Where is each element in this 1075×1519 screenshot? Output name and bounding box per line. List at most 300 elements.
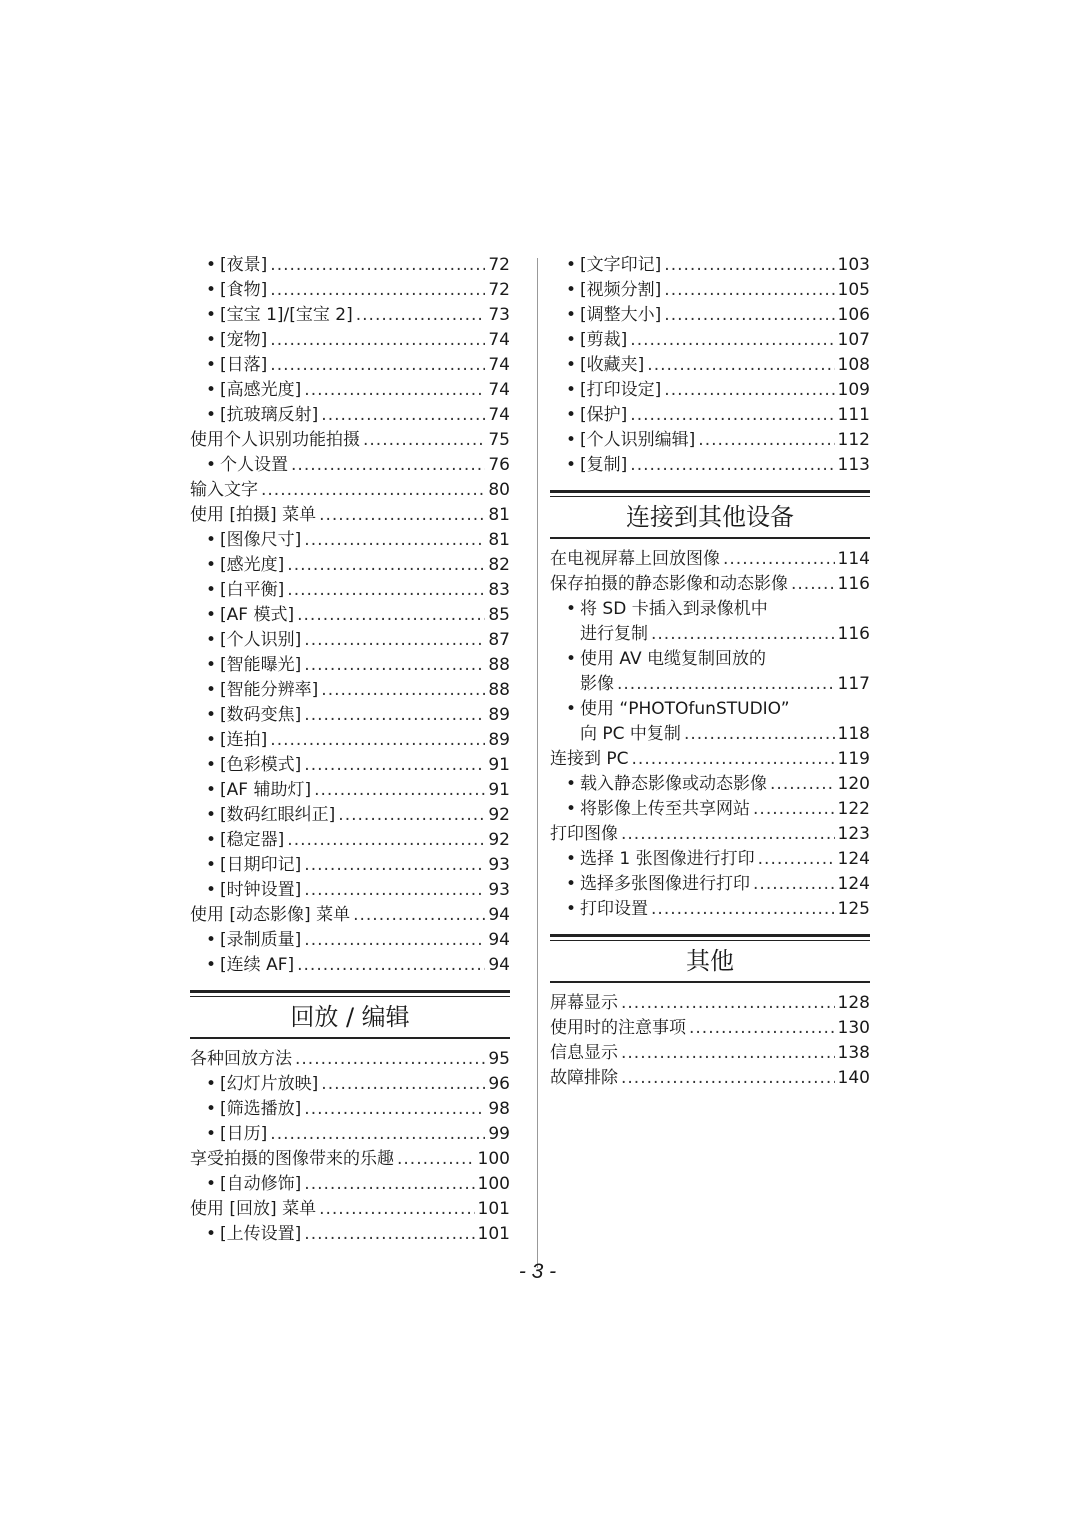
toc-entry[interactable] [550,872,870,897]
toc-entry-text: 使用 [回放] 菜单 [190,1199,317,1219]
dot-leader [270,328,485,353]
toc-entry[interactable] [550,328,870,353]
toc-entry-page: 116 [837,574,870,594]
dot-leader [664,303,834,328]
toc-entry[interactable] [550,1066,870,1091]
toc-entry-text: [收藏夹] [580,355,645,375]
dot-leader [291,453,485,478]
toc-entry-page: 87 [488,630,510,650]
dot-leader [689,1016,835,1041]
bullet-icon: • [206,455,217,475]
toc-entry[interactable] [190,553,510,578]
toc-entry-page: 122 [837,799,870,819]
bullet-icon: • [206,330,217,350]
toc-entry[interactable] [190,703,510,728]
toc-entry[interactable] [550,428,870,453]
dot-leader [321,403,485,428]
toc-entry-page: 138 [837,1043,870,1063]
toc-entry[interactable] [190,1197,510,1222]
dot-leader [304,378,485,403]
toc-entry-label [206,678,318,703]
dot-leader [630,453,834,478]
toc-entry[interactable] [190,1172,510,1197]
toc-entry-text: 使用 AV 电缆复制回放的 [580,649,767,669]
toc-entry-page: 89 [488,730,510,750]
dot-leader [630,328,834,353]
toc-entry-page: 125 [837,899,870,919]
toc-entry[interactable] [190,928,510,953]
toc-entry[interactable] [550,353,870,378]
toc-list-right-b [550,547,870,922]
toc-entry-page: 94 [488,930,510,950]
dot-leader [287,553,485,578]
toc-entry-text: [连拍] [220,730,268,750]
toc-entry-label [580,672,614,697]
toc-entry-label [566,328,627,353]
toc-entry[interactable] [190,378,510,403]
toc-entry-label [206,603,294,628]
dot-leader [304,753,485,778]
toc-entry[interactable] [190,428,510,453]
toc-entry-text: 选择 1 张图像进行打印 [580,849,755,869]
bullet-icon: • [206,830,217,850]
toc-entry[interactable] [190,803,510,828]
bullet-icon: • [206,755,217,775]
toc-entry-label [206,878,301,903]
toc-entry[interactable] [190,628,510,653]
toc-entry-label [206,553,284,578]
toc-entry[interactable] [190,453,510,478]
toc-entry-page: 101 [477,1224,510,1244]
bullet-icon: • [566,455,577,475]
toc-entry-label [550,547,720,572]
toc-entry-text: [日期印记] [220,855,302,875]
toc-entry-text: 享受拍摄的图像带来的乐趣 [190,1149,394,1169]
toc-entry-text: [日历] [220,1124,268,1144]
toc-entry-page: 75 [488,430,510,450]
toc-list-left-a [190,253,510,978]
toc-entry-page: 76 [488,455,510,475]
dot-leader [304,853,485,878]
toc-entry[interactable] [190,1222,510,1247]
toc-entry[interactable] [550,403,870,428]
toc-entry-label [206,328,267,353]
toc-entry-page: 74 [488,380,510,400]
toc-entry-page: 103 [837,255,870,275]
toc-entry[interactable] [190,1147,510,1172]
bullet-icon: • [206,805,217,825]
toc-entry-label [206,1222,301,1247]
toc-entry-label [566,253,661,278]
toc-entry-label [550,1041,618,1066]
bullet-icon: • [566,699,577,719]
dot-leader [304,528,485,553]
toc-entry-page: 72 [488,280,510,300]
toc-entry-page: 96 [488,1074,510,1094]
toc-entry-text: [色彩模式] [220,755,302,775]
section-title: 回放 / 编辑 [290,1003,410,1031]
bullet-icon: • [206,855,217,875]
bullet-icon: • [206,630,217,650]
toc-entry-page: 80 [488,480,510,500]
dot-leader [664,253,834,278]
section-rule [190,1037,510,1039]
toc-entry-text: [宠物] [220,330,268,350]
section-header-others [550,934,870,983]
bullet-icon: • [566,280,577,300]
toc-entry-page: 106 [837,305,870,325]
toc-entry[interactable] [550,847,870,872]
toc-right-column [550,253,870,1091]
toc-entry-text: [夜景] [220,255,268,275]
toc-entry[interactable] [190,478,510,503]
toc-entry-label [206,928,301,953]
toc-entry[interactable] [550,278,870,303]
toc-entry[interactable] [190,303,510,328]
toc-entry[interactable] [190,528,510,553]
toc-entry-page: 85 [488,605,510,625]
dot-leader [319,503,485,528]
toc-entry[interactable] [550,597,870,622]
dot-leader [617,672,835,697]
toc-entry-label [206,1122,267,1147]
dot-leader [698,428,834,453]
toc-entry-page: 89 [488,705,510,725]
toc-entry-label [566,353,644,378]
toc-entry-text: 连接到 PC [550,749,629,769]
bullet-icon: • [566,255,577,275]
toc-entry-text: [高感光度] [220,380,302,400]
dot-leader [397,1147,475,1172]
toc-entry[interactable] [190,1122,510,1147]
toc-entry-text: [感光度] [220,555,285,575]
dot-leader [270,253,485,278]
toc-entry-page: 74 [488,405,510,425]
bullet-icon: • [206,1124,217,1144]
toc-entry[interactable] [190,503,510,528]
toc-entry-text: [图像尺寸] [220,530,302,550]
toc-entry-text: [打印设定] [580,380,662,400]
toc-entry-label [206,778,311,803]
toc-entry-text: 影像 [580,674,614,694]
toc-entry-text: [数码红眼纠正] [220,805,336,825]
toc-entry[interactable] [550,722,870,747]
toc-entry-page: 99 [488,1124,510,1144]
bullet-icon: • [206,655,217,675]
toc-entry-text: 使用 [动态影像] 菜单 [190,905,351,925]
toc-entry-text: [抗玻璃反射] [220,405,319,425]
dot-leader [632,747,835,772]
bullet-icon: • [206,255,217,275]
bullet-icon: • [566,330,577,350]
toc-entry-text: 选择多张图像进行打印 [580,874,751,894]
dot-leader [630,403,834,428]
bullet-icon: • [566,405,577,425]
toc-entry-label [566,697,790,722]
dot-leader [338,803,485,828]
toc-entry-label [550,822,618,847]
toc-entry-text: [日落] [220,355,268,375]
dot-leader [321,678,485,703]
toc-entry-text: [筛选播放] [220,1099,302,1119]
toc-entry-label [206,953,294,978]
toc-entry-text: [AF 模式] [220,605,295,625]
toc-entry[interactable] [190,1072,510,1097]
toc-entry[interactable] [190,678,510,703]
toc-entry-page: 118 [837,724,870,744]
dot-leader [287,578,485,603]
toc-entry-label [206,628,301,653]
toc-entry-label [206,278,267,303]
toc-entry[interactable] [190,828,510,853]
dot-leader [295,1047,485,1072]
toc-entry[interactable] [550,991,870,1016]
toc-entry-page: 130 [837,1018,870,1038]
toc-entry-label [566,378,661,403]
toc-entry-label [206,728,267,753]
toc-entry-text: [食物] [220,280,268,300]
toc-entry-page: 140 [837,1068,870,1088]
toc-entry-page: 93 [488,855,510,875]
toc-entry-text: [复制] [580,455,628,475]
toc-entry[interactable] [550,303,870,328]
toc-entry-text: 输入文字 [190,480,258,500]
bullet-icon: • [566,849,577,869]
toc-entry-text: 故障排除 [550,1068,618,1088]
toc-entry-label [550,572,788,597]
dot-leader [621,1041,835,1066]
toc-entry-label [206,703,301,728]
toc-entry-text: 个人设置 [220,455,289,475]
toc-entry[interactable] [190,328,510,353]
bullet-icon: • [206,380,217,400]
toc-entry[interactable] [190,278,510,303]
dot-leader [270,728,485,753]
dot-leader [304,703,485,728]
toc-entry[interactable] [550,1041,870,1066]
bullet-icon: • [206,780,217,800]
toc-entry[interactable] [550,697,870,722]
toc-entry-text: [稳定器] [220,830,285,850]
toc-entry-text: [白平衡] [220,580,285,600]
toc-entry-label [206,403,318,428]
bullet-icon: • [206,605,217,625]
bullet-icon: • [566,430,577,450]
toc-entry-label [206,378,301,403]
toc-entry-page: 113 [837,455,870,475]
toc-list-left-b [190,1047,510,1247]
bullet-icon: • [206,555,217,575]
toc-entry-text: [个人识别] [220,630,302,650]
toc-entry-label [566,872,750,897]
bullet-icon: • [206,930,217,950]
toc-entry-text: 屏幕显示 [550,993,618,1013]
toc-entry-text: 使用 “PHOTOfunSTUDIO” [580,699,790,719]
toc-entry-text: 使用时的注意事项 [550,1018,686,1038]
toc-entry[interactable] [550,622,870,647]
toc-entry[interactable] [190,853,510,878]
toc-entry[interactable] [190,953,510,978]
toc-entry-label [190,478,258,503]
dot-leader [770,772,835,797]
toc-entry[interactable] [550,822,870,847]
toc-entry-label [206,453,288,478]
toc-entry[interactable] [550,1016,870,1041]
toc-entry-text: 向 PC 中复制 [580,724,681,744]
bullet-icon: • [566,799,577,819]
toc-entry-page: 120 [837,774,870,794]
toc-entry[interactable] [550,547,870,572]
column-divider [537,258,538,1268]
toc-entry-label [190,903,350,928]
toc-entry-label [566,647,766,672]
section-title: 连接到其他设备 [626,503,794,531]
toc-entry-page: 74 [488,355,510,375]
toc-entry-page: 88 [488,655,510,675]
toc-entry-page: 98 [488,1099,510,1119]
toc-entry-label [566,897,648,922]
toc-entry[interactable] [190,778,510,803]
toc-left-column [190,253,510,1247]
bullet-icon: • [566,649,577,669]
toc-entry-page: 92 [488,830,510,850]
toc-entry-label [566,428,695,453]
toc-entry[interactable] [190,878,510,903]
toc-entry-page: 92 [488,805,510,825]
toc-entry-page: 81 [488,505,510,525]
toc-entry[interactable] [190,403,510,428]
bullet-icon: • [206,305,217,325]
toc-entry-label [550,991,618,1016]
toc-entry-page: 100 [477,1174,510,1194]
toc-entry[interactable] [190,603,510,628]
toc-entry[interactable] [190,903,510,928]
toc-entry-text: 使用 [拍摄] 菜单 [190,505,317,525]
toc-entry[interactable] [550,672,870,697]
toc-entry[interactable] [550,378,870,403]
toc-list-right-c [550,991,870,1091]
toc-entry[interactable] [190,253,510,278]
toc-entry-page: 88 [488,680,510,700]
toc-entry-text: [数码变焦] [220,705,302,725]
toc-entry-text: [视频分割] [580,280,662,300]
bullet-icon: • [206,730,217,750]
toc-entry[interactable] [190,653,510,678]
dot-leader [270,1122,485,1147]
toc-entry-text: [个人识别编辑] [580,430,696,450]
toc-entry-label [550,1066,618,1091]
dot-leader [261,478,485,503]
toc-entry-label [206,803,335,828]
bullet-icon: • [206,280,217,300]
dot-leader [304,878,485,903]
toc-entry-page: 112 [837,430,870,450]
toc-entry-page: 123 [837,824,870,844]
toc-entry[interactable] [550,647,870,672]
toc-entry-page: 124 [837,849,870,869]
dot-leader [304,1097,485,1122]
toc-entry-label [550,1016,686,1041]
toc-entry-label [190,1047,292,1072]
toc-entry[interactable] [550,253,870,278]
toc-entry[interactable] [550,772,870,797]
bullet-icon: • [206,1074,217,1094]
toc-entry-label [190,1197,316,1222]
toc-entry-page: 108 [837,355,870,375]
toc-entry[interactable] [550,572,870,597]
section-rule [550,537,870,539]
dot-leader [651,622,835,647]
toc-entry-text: [幻灯片放映] [220,1074,319,1094]
toc-entry-label [206,528,301,553]
toc-entry[interactable] [190,353,510,378]
toc-entry-text: 将 SD 卡插入到录像机中 [580,599,768,619]
toc-entry-text: 信息显示 [550,1043,618,1063]
toc-entry-label [206,1097,301,1122]
bullet-icon: • [566,874,577,894]
toc-entry-label [566,797,750,822]
toc-entry-page: 105 [837,280,870,300]
toc-entry[interactable] [550,797,870,822]
toc-entry-page: 91 [488,780,510,800]
dot-leader [758,847,835,872]
dot-leader [791,572,835,597]
toc-entry-label [206,853,301,878]
toc-entry-label [206,753,301,778]
toc-entry-text: [宝宝 1]/[宝宝 2] [220,305,353,325]
bullet-icon: • [566,899,577,919]
toc-entry-label [566,453,627,478]
dot-leader [753,872,835,897]
toc-entry-label [206,578,284,603]
toc-entry[interactable] [190,578,510,603]
dot-leader [304,653,485,678]
toc-entry[interactable] [190,1047,510,1072]
dot-leader [270,278,485,303]
toc-entry-page: 95 [488,1049,510,1069]
toc-entry-label [550,747,629,772]
toc-entry[interactable] [190,753,510,778]
toc-entry-page: 100 [477,1149,510,1169]
toc-entry-page: 82 [488,555,510,575]
toc-entry-page: 72 [488,255,510,275]
dot-leader [363,428,485,453]
toc-entry-page: 91 [488,755,510,775]
toc-entry-label [580,722,681,747]
toc-entry[interactable] [190,1097,510,1122]
toc-entry[interactable] [190,728,510,753]
section-rule [550,981,870,983]
toc-entry[interactable] [550,897,870,922]
toc-entry-text: [剪裁] [580,330,628,350]
bullet-icon: • [206,580,217,600]
toc-entry[interactable] [550,747,870,772]
bullet-icon: • [206,1174,217,1194]
toc-entry-label [566,597,768,622]
dot-leader [356,303,486,328]
toc-entry-text: [AF 辅助灯] [220,780,312,800]
toc-entry-page: 101 [477,1199,510,1219]
dot-leader [304,1222,474,1247]
toc-entry-page: 94 [488,905,510,925]
toc-entry[interactable] [550,453,870,478]
toc-entry-page: 81 [488,530,510,550]
dot-leader [314,778,485,803]
toc-entry-text: 打印图像 [550,824,618,844]
bullet-icon: • [566,355,577,375]
toc-entry-text: 打印设置 [580,899,649,919]
dot-leader [297,603,485,628]
